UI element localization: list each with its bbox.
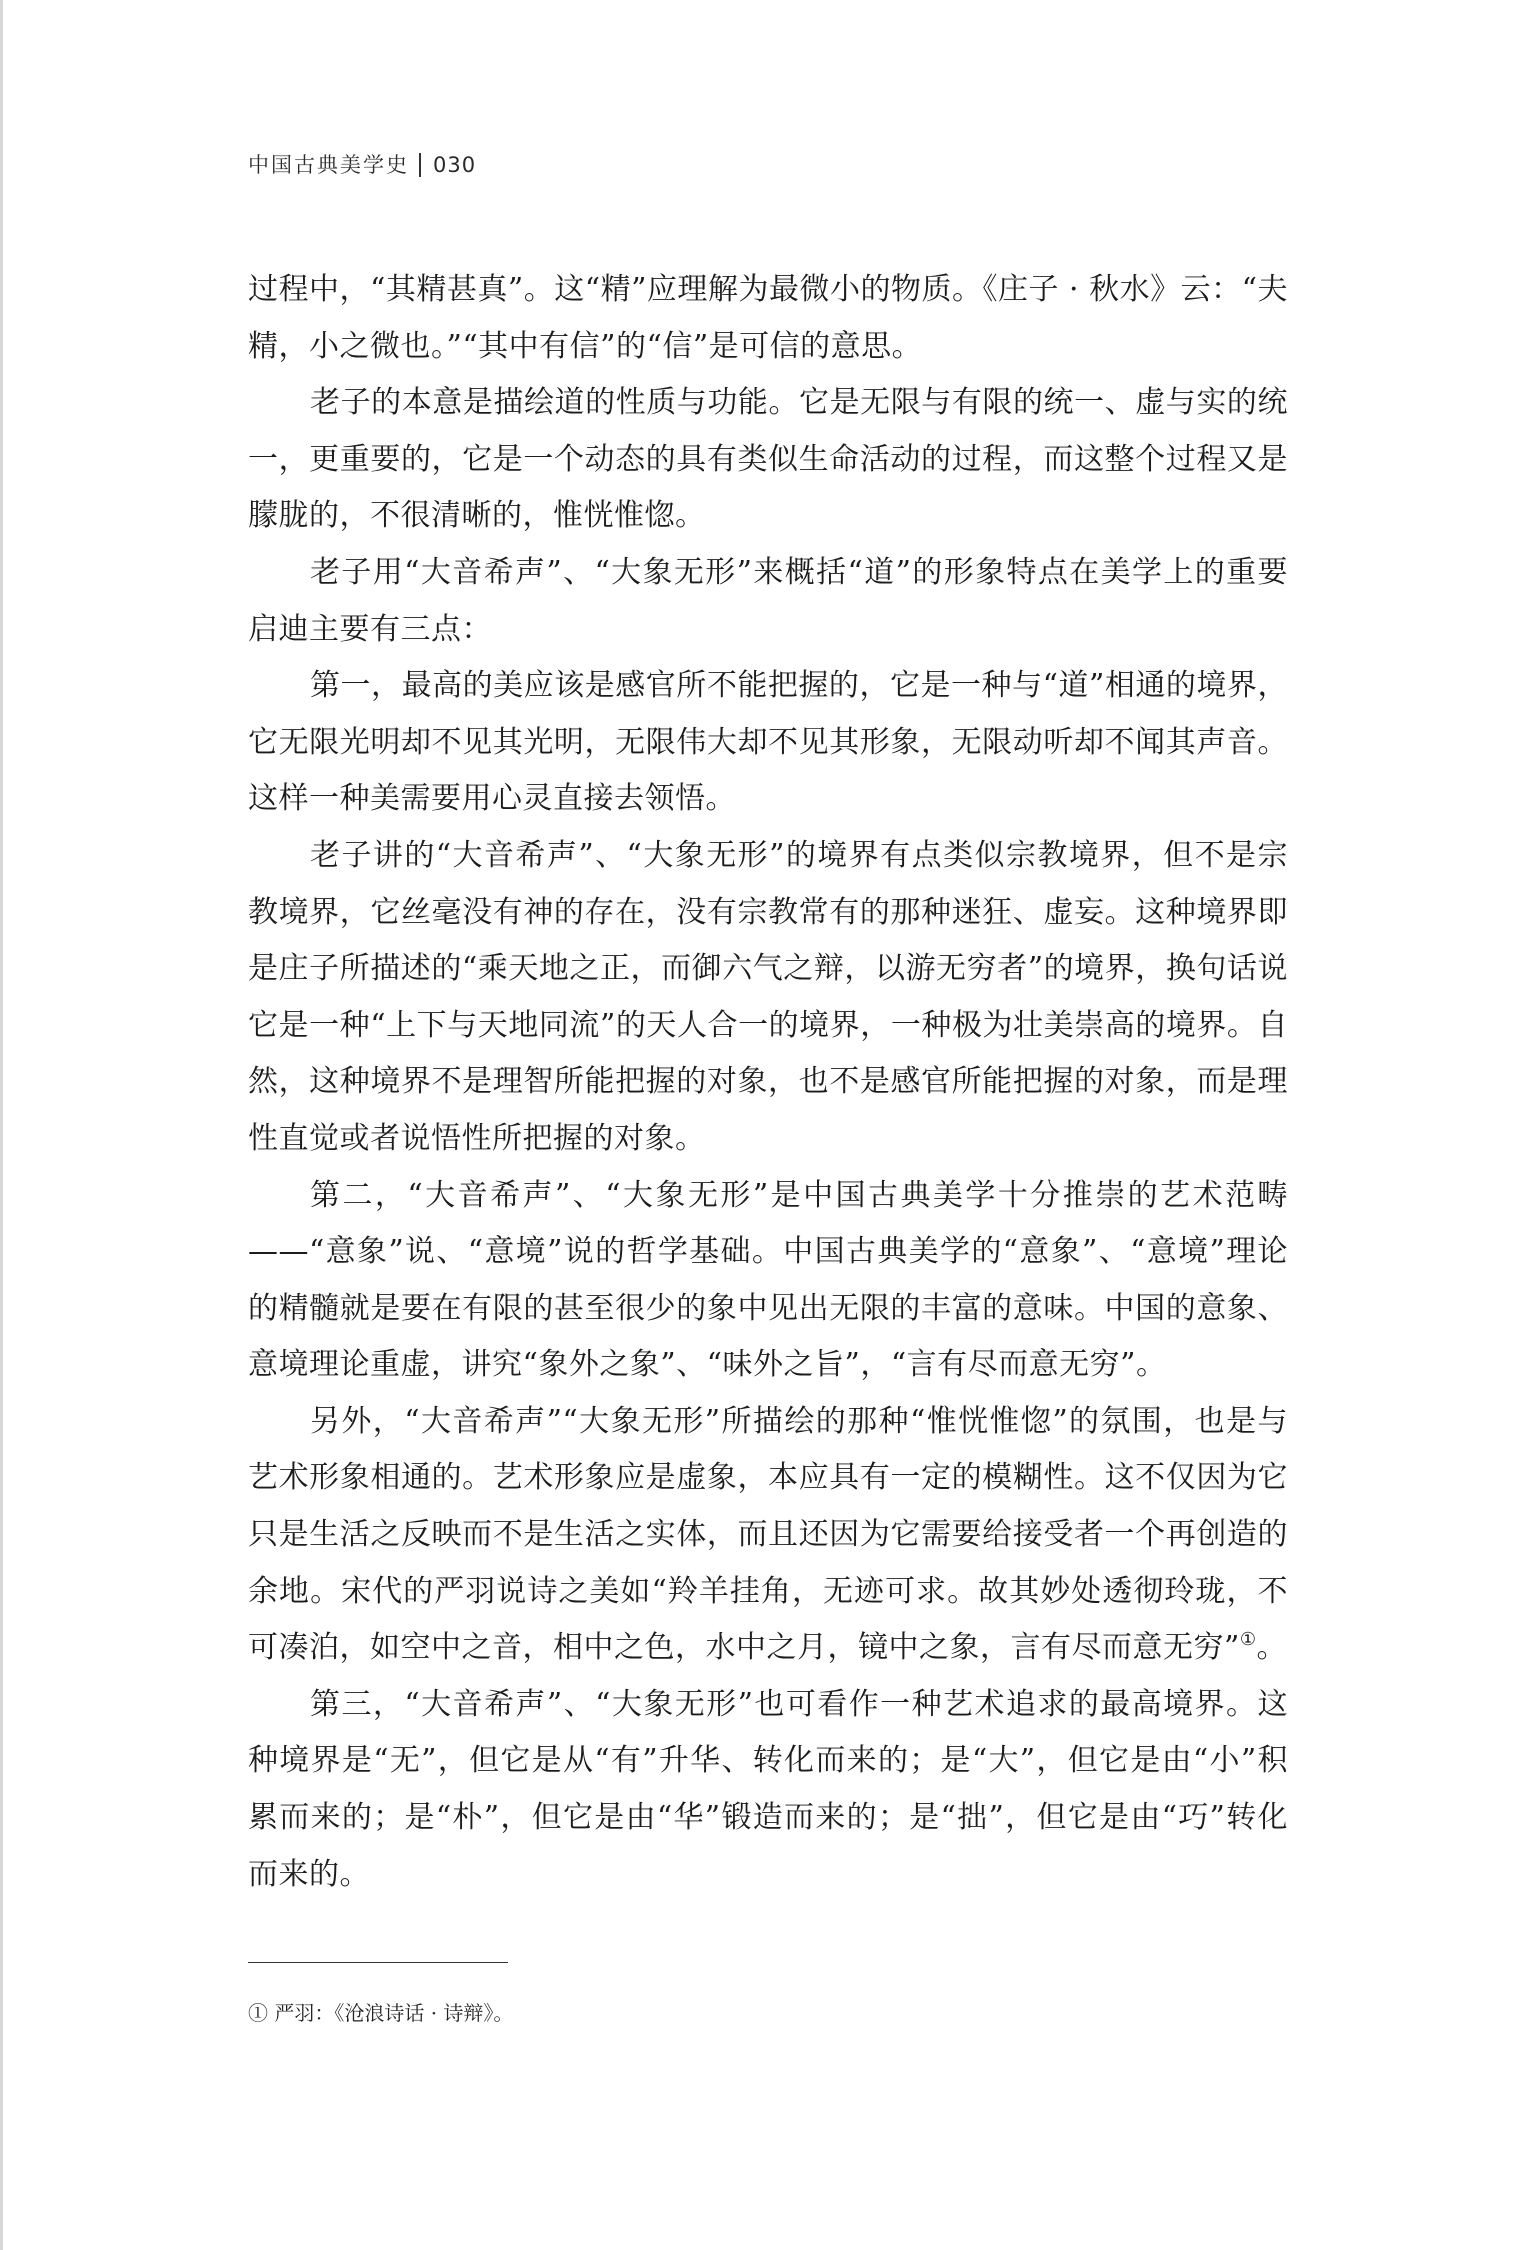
- book-title: 中国古典美学史: [248, 153, 409, 177]
- paragraph-8: 第三，“大音希声”、“大象无形”也可看作一种艺术追求的最高境界。这种境界是“无”，但它是从“有”升华、转化而来的；是“大”，但它是由“小”积累而来的；是“朴”，但它是由“华”锻造而来的；是“拙”，但它是由“巧”转化而来的。: [248, 1686, 1288, 1892]
- paragraph-4: 第一，最高的美应该是感官所不能把握的，它是一种与“道”相通的境界，它无限光明却不见其光明，无限伟大却不见其形象，无限动听却不闻其声音。这样一种美需要用心灵直接去领悟。: [248, 668, 1288, 817]
- paragraph-2: 老子的本意是描绘道的性质与功能。它是无限与有限的统一、虚与实的统一，更重要的，它是一个动态的具有类似生命活动的过程，而这整个过程又是朦胧的，不很清晰的，惟恍惟惚。: [248, 385, 1288, 534]
- paragraph-3: 老子用“大音希声”、“大象无形”来概括“道”的形象特点在美学上的重要启迪主要有三点：: [248, 554, 1288, 647]
- header-separator: [419, 153, 421, 177]
- paragraph-7-text: 另外，“大音希声”“大象无形”所描绘的那种“惟恍惟惚”的氛围，也是与艺术形象相通的。艺术形象应是虚象，本应具有一定的模糊性。这不仅因为它只是生活之反映而不是生活之实体，而且还因为它需要给接受者一个再创造的余地。宋代的严羽说诗之美如“羚羊挂角，无迹可求。故其妙处透彻玲珑，不可凑泊，如空中之音，相中之色，水中之月，镜中之象，言有尽而意无穷”: [248, 1403, 1288, 1666]
- footnote: ① 严羽：《沧浪诗话 · 诗辩》。: [248, 2001, 514, 2025]
- paragraph-7: [248, 1394, 1288, 1677]
- paragraph-1: 过程中，“其精甚真”。这“精”应理解为最微小的物质。《庄子 · 秋水》云：“夫精，小之微也。”“其中有信”的“信”是可信的意思。: [248, 272, 1288, 364]
- body-text: [248, 262, 1288, 1903]
- paragraph-6: 第二，“大音希声”、“大象无形”是中国古典美学十分推崇的艺术范畴——“意象”说、“意境”说的哲学基础。中国古典美学的“意象”、“意境”理论的精髓就是要在有限的甚至很少的象中见出无限的丰富的意味。中国的意象、意境理论重虚，讲究“象外之象”、“味外之旨”，“言有尽而意无穷”。: [248, 1177, 1288, 1383]
- paragraph-5: 老子讲的“大音希声”、“大象无形”的境界有点类似宗教境界，但不是宗教境界，它丝毫没有神的存在，没有宗教常有的那种迷狂、虚妄。这种境界即是庄子所描述的“乘天地之正，而御六气之辩，以游无穷者”的境界，换句话说它是一种“上下与天地同流”的天人合一的境界，一种极为壮美崇高的境界。自然，这种境界不是理智所能把握的对象，也不是感官所能把握的对象，而是理性直觉或者说悟性所把握的对象。: [248, 837, 1288, 1156]
- footnote-marker: ①: [1239, 1629, 1257, 1651]
- page-number: 030: [433, 153, 477, 177]
- running-head: [248, 150, 476, 180]
- footnote-rule: [248, 1962, 508, 1963]
- page-edge: [0, 0, 3, 2250]
- paragraph-7-tail: 。: [1256, 1630, 1287, 1666]
